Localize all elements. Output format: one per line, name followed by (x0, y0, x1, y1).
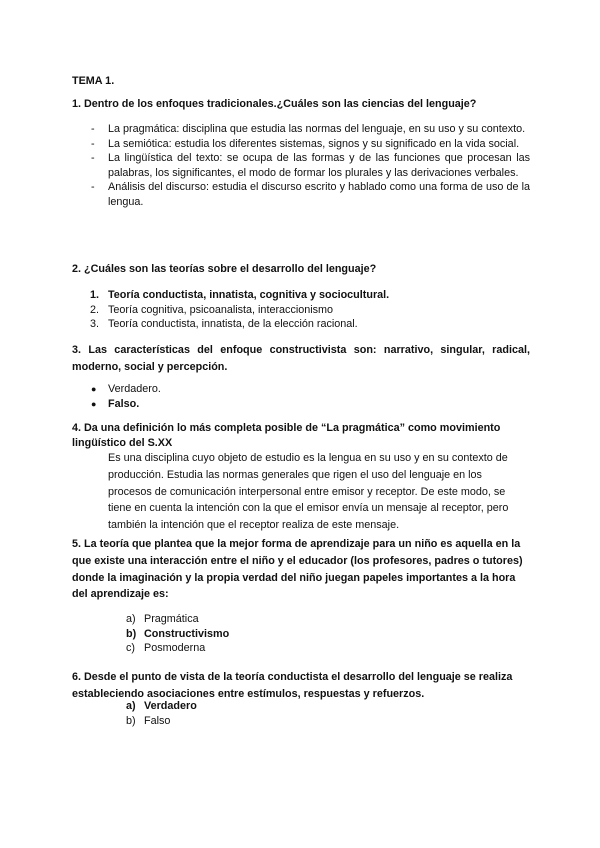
question-6: 6. Desde el punto de vista de la teoría conductista el desarrollo del lenguaje se realiza estableciendo asociaciones entre estímulos, respuestas y refuerzos. (72, 671, 513, 700)
list-number: 3. (90, 318, 100, 330)
list-letter: a) (126, 700, 136, 712)
list-item (72, 641, 530, 656)
question-1: 1. Dentro de los enfoques tradicionales.¿Cuáles son las ciencias del lenguaje? (72, 98, 477, 110)
list-item (72, 122, 530, 137)
dash-marker: - (91, 152, 95, 164)
dash-marker: - (91, 137, 95, 150)
list-letter: b) (126, 627, 137, 640)
question-3: 3. Las características del enfoque constructivista son: narrativo, singular, radical, moderno, social y percepción. (72, 344, 530, 373)
list-item-text: Teoría cognitiva, psicoanalista, interaccionismo (108, 303, 334, 316)
list-item-text: Teoría conductista, innatista, de la elección racional. (108, 318, 358, 330)
q6-list (72, 699, 530, 728)
list-item (72, 397, 530, 412)
list-item (72, 699, 530, 714)
list-item-text: Verdadero (144, 700, 197, 712)
list-item (72, 151, 530, 180)
q1-list (72, 122, 530, 209)
question-4: 4. Da una definición lo más completa posible de “La pragmática” como movimiento lingüístico del S.XX (72, 422, 501, 449)
list-item (72, 137, 530, 152)
list-item-text: La pragmática: disciplina que estudia las normas del lenguaje, en su uso y su contexto. (108, 123, 526, 135)
question-5: 5. La teoría que plantea que la mejor forma de aprendizaje para un niño es aquella en la que existe una interacción entre el niño y el educador (los profesores, padres o tutores) donde la imaginación y la propia verdad del niño juegan papeles importantes a la hora del aprendizaje es: (72, 538, 523, 601)
list-letter: a) (126, 613, 136, 625)
dash-marker: - (91, 123, 95, 135)
list-item-text: Falso. (108, 397, 140, 410)
q5-list (72, 612, 530, 656)
list-item-text: Análisis del discurso: estudia el discurso escrito y hablado como una forma de uso de la lengua. (108, 181, 530, 208)
list-item-text: Falso (144, 714, 171, 727)
list-item-text: Constructivismo (144, 627, 230, 640)
page-title: TEMA 1. (72, 75, 115, 87)
q2-list (72, 288, 530, 332)
question-2: 2. ¿Cuáles son las teorías sobre el desarrollo del lenguaje? (72, 263, 377, 275)
bullet-marker: ● (91, 398, 97, 409)
answer-4: Es una disciplina cuyo objeto de estudio es la lengua en su uso y en su contexto de producción. Estudia las normas generales que rigen el uso del lenguaje en los procesos de comunicación interpersonal entre emisor y receptor. De este modo, se tiene en cuenta la intención con la que el emisor envía un mensaje al receptor, pero también la intención que el receptor realiza de este mensaje. (108, 452, 509, 532)
list-item-text: Posmoderna (144, 642, 206, 654)
list-letter: b) (126, 714, 136, 727)
bullet-marker: ● (91, 384, 97, 394)
list-number: 1. (90, 289, 100, 301)
list-letter: c) (126, 642, 135, 654)
list-item (72, 612, 530, 627)
list-item-text: La lingüística del texto: se ocupa de las formas y de las funciones que procesan las palabras, los significantes, el modo de formar los plurales y las derivaciones verbales. (108, 152, 530, 179)
list-item (72, 303, 530, 318)
list-item (72, 714, 530, 729)
list-item (72, 627, 530, 642)
list-item-text: Teoría conductista, innatista, cognitiva y sociocultural. (108, 289, 390, 301)
list-item-text: Verdadero. (108, 383, 161, 395)
list-item (72, 317, 530, 332)
list-item-text: La semiótica: estudia los diferentes sistemas, signos y su significado en la vida social. (108, 137, 520, 150)
list-item (72, 382, 530, 397)
list-item-text: Pragmática (144, 613, 199, 625)
list-number: 2. (90, 303, 100, 316)
list-item (72, 180, 530, 209)
list-item (72, 288, 530, 303)
dash-marker: - (91, 181, 95, 193)
q3-list (72, 382, 530, 411)
